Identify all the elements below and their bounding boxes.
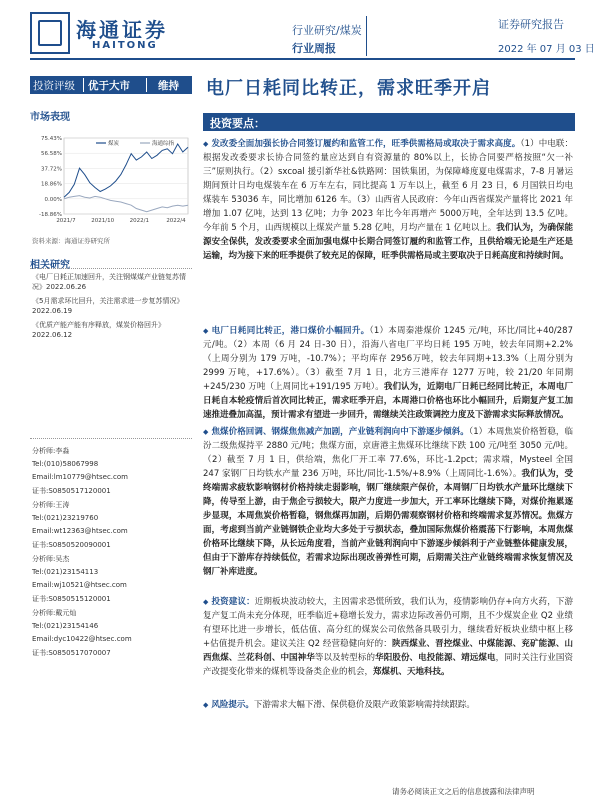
industry-category: 行业研究/煤炭 <box>292 24 362 37</box>
analyst-tel: Tel:(021)23154113 <box>32 568 99 577</box>
y-tick-label: 56.58% <box>41 151 62 158</box>
paragraph-body: 下游需求大幅下滑、保供稳价及限产政策影响需持续跟踪。 <box>253 700 475 710</box>
paragraph-lead: 发改委全面加强长协合同签订履约和监管工作，旺季供需格局或取决于需求高度。 <box>211 139 521 149</box>
page-title: 电厂日耗同比转正，需求旺季开启 <box>206 78 491 99</box>
paragraph-lead: 焦煤价格回调、钢煤焦焦减产加剧，产业链利润向中下游逐步倾斜。 <box>211 427 469 437</box>
analyst-cert: 证书:S0850515120001 <box>32 594 111 603</box>
analyst-email[interactable]: Email:wj10521@htsec.com <box>32 581 127 590</box>
analyst-cert: 证书:S0850517070007 <box>32 648 111 657</box>
paragraph-body: 等以及转型标的 <box>314 653 376 663</box>
legend-label: 海通综指 <box>152 141 175 147</box>
key-points-title: 投资要点： <box>210 117 265 130</box>
equipment-stocks: 郑煤机、天地科技。 <box>373 667 450 677</box>
x-tick-label: 2022/1 <box>129 218 150 224</box>
analyst-tel: Tel:(021)23154146 <box>32 622 99 631</box>
report-date: 2022 年 07 月 03 日 <box>498 44 595 55</box>
header-divider <box>366 16 367 56</box>
paragraph-lead: 风险提示。 <box>211 700 254 710</box>
paragraph-body: 近期板块波动较大，主因需求恐慌所致，我们认为，疫情影响仍存+向方火药，下游复产复工尚未充分体现，旺季临近+稳增长发力，需求边际改善仍可期，且不少煤炭企业 Q2 业绩有望环比进一步增长，低估值、高分红的煤炭公司依然备具吸引力，继续看好板块业绩中枢上移+估值提升机会。建议关注 Q2 经营稳健向好的： <box>203 597 573 649</box>
analyst-block <box>32 500 128 550</box>
rating-separator <box>146 78 147 92</box>
y-tick-label: 37.72% <box>41 166 62 173</box>
analyst-name: 分析师:李淼 <box>32 447 70 455</box>
report-type: 证券研究报告 <box>498 18 564 31</box>
analyst-name: 分析师:王涛 <box>32 501 70 509</box>
analyst-email[interactable]: Email:dyc10422@htsec.com <box>32 635 132 644</box>
report-kind: 行业周报 <box>292 42 336 55</box>
transition-stocks: 华阳股份、电投能源、靖远煤电 <box>375 653 496 663</box>
paragraph-conclusion: 我们认为，近期电厂日耗已经同比转正，本周电厂日耗自本轮疫情后首次同比转正，需求旺季开启，本周港口价格也环比小幅回升，后期复产复工加速推进叠加高温，预计需求有望进一步回升，需继续关注政策调控力度及下游需求实际释放情况。 <box>203 382 573 420</box>
logo-english: HAITONG <box>92 40 158 51</box>
chart-source: 资料来源：海通证券研究所 <box>32 237 110 245</box>
y-tick-label: 75.43% <box>41 136 62 142</box>
paragraph-body: ，同时关注行业国资产改提变化带来的煤机等设备类企业的机会， <box>203 653 573 677</box>
series-line <box>64 196 188 212</box>
analyst-email[interactable]: Email:lm10779@htsec.com <box>32 473 128 482</box>
paragraph-body: （1）本周焦炭价格暂稳，临汾二级焦煤持平 2880 元/吨；焦煤方面，京唐港主焦煤环比继续下跌 100 元/吨至 3050 元/吨。（2）截至 7 月 1 日，供给端，焦化厂开工率 77.6%，环比-1.2pct；需求端，Mysteel 全国 247 家钢厂日均铁水产量 236 万吨，环比/同比-1.5%/+8.9%（上周同比-1.6%）。 <box>203 427 573 479</box>
bullet-icon: ◆ <box>203 598 209 606</box>
disclaimer-note: 请务必阅读正文之后的信息披露和法律声明 <box>392 787 535 796</box>
market-chart <box>30 132 192 230</box>
y-tick-label: -18.86% <box>39 212 62 218</box>
analyst-divider <box>30 438 192 440</box>
rating-value: 优于大市 <box>88 80 130 92</box>
paragraph-lead: 投资建议： <box>211 597 255 607</box>
rating-label: 投资评级 <box>33 80 75 92</box>
related-item[interactable]: 《优质产能产能有序释放，煤炭价格回升》2022.06.12 <box>32 321 165 339</box>
bullet-icon: ◆ <box>203 327 209 335</box>
related-divider <box>30 268 192 270</box>
legend-label: 煤炭 <box>108 141 120 147</box>
market-title: 市场表现 <box>30 112 70 123</box>
paragraph-body: （1）中电联：根据发改委要求长协合同签约量应达到自有资源量的 80%以上，长协合同要严格按照“欠一补三”原则执行。（2）sxcoal 援引新华社&铁路网：国铁集团，为保障峰度夏电煤需求，7-8 月暑运期间预计日均电煤装车在 6 万车左右，同比提高 1 万车以上，截至 6 月 23 日，6 月国铁日均电煤装车 53036 车，同比增加 6126 车。（3）山西省人民政府：今年山西省煤炭产量将比 2021 年增加 1.07 亿吨，达到 13 亿吨；力争 2023 年比今年再增产 5000万吨，全年达到 13.5 亿吨。今年前 5 个月，山西规模以上煤炭产量 5.28 亿吨，月均产量在 1 亿吨以上。 <box>203 139 573 233</box>
analyst-name: 分析师:吴杰 <box>32 555 70 563</box>
rating-change: 维持 <box>158 80 179 92</box>
paragraph-2 <box>203 324 573 422</box>
market-chart-svg <box>30 132 192 230</box>
series-line <box>64 144 188 197</box>
paragraph-1 <box>203 137 573 263</box>
paragraph-4 <box>203 595 573 679</box>
related-item[interactable]: 《电厂日耗正加速回升，关注钢煤煤产业链复苏情况》2022.06.26 <box>32 273 186 291</box>
analyst-email[interactable]: Email:wt12363@htsec.com <box>32 527 128 536</box>
recommended-stocks: 陕西煤业、晋控煤业、中煤能源、兖矿能源、山西焦煤、兰花科创、中国神华 <box>203 639 573 663</box>
x-tick-label: 2021/7 <box>56 218 76 224</box>
analyst-tel: Tel:(021)23219760 <box>32 514 99 523</box>
bullet-icon: ◆ <box>203 428 209 436</box>
analyst-tel: Tel:(010)58067998 <box>32 460 99 469</box>
paragraph-body: （1）本周秦港煤价 1245 元/吨，环比/同比+40/287 元/吨。（2）本周（6 月 24 日-30 日），沿海八省电厂平均日耗 195 万吨，较去年同期+2.2%（上周分别为 179 万吨，-10.7%）；平均库存 2956万吨，较去年同期+13.3%（上周分别为 2999 万吨，+17.6%）。（3）截至 7月 1 日，北方三港库存 1277 万吨，较 21/20 年同期+245/230 万吨（上周同比+191/195 万吨）。 <box>203 326 573 392</box>
x-tick-label: 2022/4 <box>166 218 186 224</box>
analyst-block <box>32 446 128 496</box>
paragraph-conclusion: 我们认为，为确保能源安全保供，发改委要求全面加强电煤中长期合同签订履约和监管工作，且供给端无论是生产还是运输，均为接下来的旺季提供了较充足的保障，旺季供需格局或主要取决于日耗高度和持续时间。 <box>203 223 573 261</box>
chart-frame <box>64 138 188 214</box>
y-tick-label: 18.86% <box>41 181 62 188</box>
logo-mark <box>30 12 70 54</box>
related-title: 相关研究 <box>30 260 70 271</box>
logo-text: 海通证券 <box>76 18 168 42</box>
related-item[interactable]: 《5月需求环比回升，关注需求进一步复苏情况》2022.06.19 <box>32 297 184 315</box>
rating-bar <box>30 76 192 94</box>
header-rule <box>30 58 575 60</box>
x-tick-label: 2021/10 <box>91 218 115 224</box>
rating-separator <box>83 78 84 92</box>
analyst-name: 分析师:戴元灿 <box>32 609 77 617</box>
analyst-block <box>32 554 127 604</box>
analyst-cert: 证书:S0850517120001 <box>32 486 111 495</box>
y-tick-label: 0.00% <box>44 196 62 203</box>
paragraph-5 <box>203 698 573 712</box>
paragraph-conclusion: 我们认为，受终端需求疲软影响钢材价格持续走弱影响，钢厂继续限产保价，本周钢厂日均铁水产量环比继续下降，传导至上游，由于焦企亏损较大，限产力度进一步加大，开工率环比继续下降，对煤价拖累逐步显现，本周焦炭价格暂稳，钢焦煤再加剧，后期仍需观察钢材价格和终端需求复苏情况。焦煤方面，考虑到当前产业链钢铁企业均大多处于亏损状态，叠加国际焦煤价格震荡下行影响，本周焦煤价格环比继续下降，从长远角度看，当前产业链利润向中下游逐步倾斜利于产业链整体健康发展，但由于下游库存持续低位，若需求边际出现改善弹性可期，后期需关注产业链终端需求恢复情况及钢厂补库进度。 <box>203 469 573 577</box>
analyst-block <box>32 608 132 658</box>
bullet-icon: ◆ <box>203 140 209 148</box>
analyst-cert: 证书:S0850520090001 <box>32 540 111 549</box>
paragraph-lead: 电厂日耗同比转正，港口煤价小幅回升。 <box>211 326 370 336</box>
bullet-icon: ◆ <box>203 701 209 709</box>
paragraph-3 <box>203 425 573 579</box>
